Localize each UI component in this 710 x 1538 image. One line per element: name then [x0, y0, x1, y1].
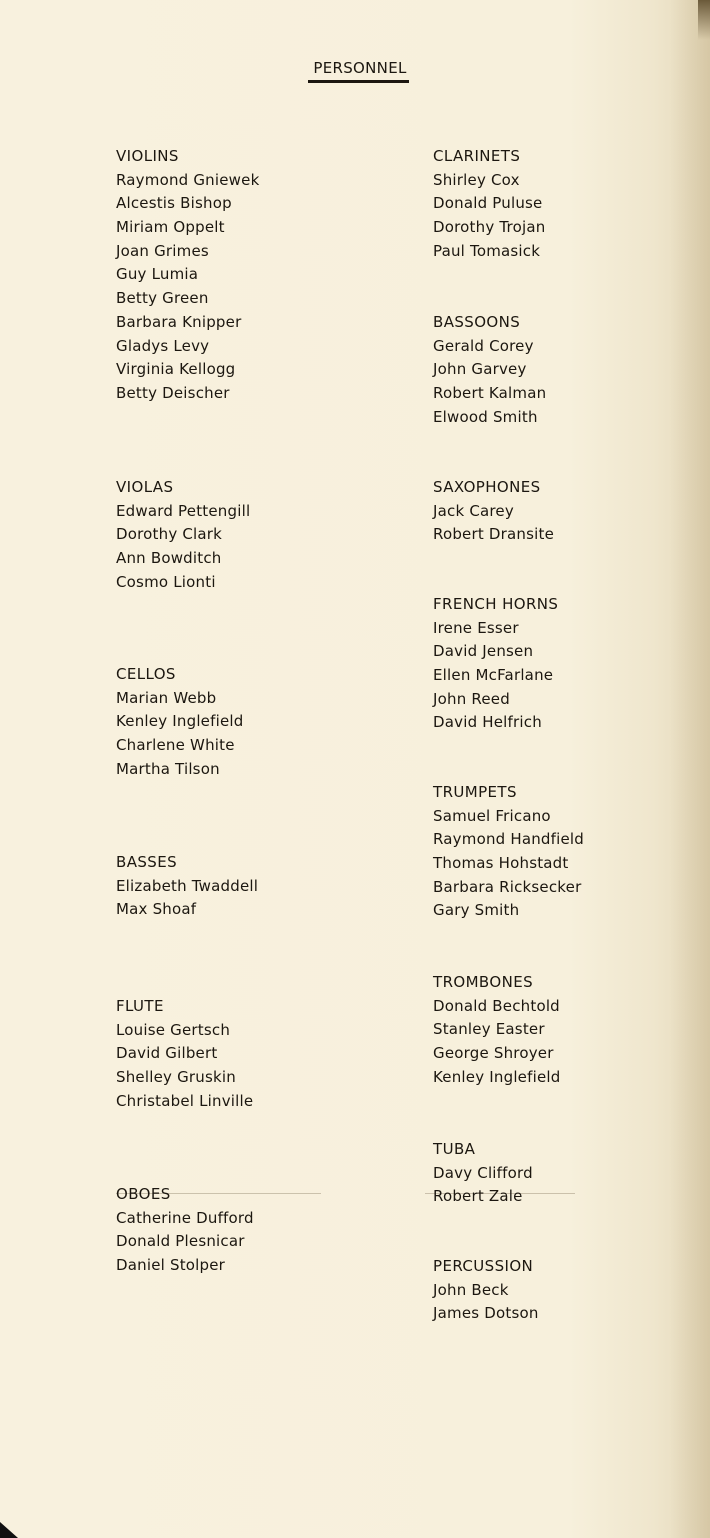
member-name: Stanley Easter: [433, 1020, 545, 1039]
member-name: Elwood Smith: [433, 407, 538, 426]
member-name: Joan Grimes: [116, 241, 209, 260]
member-name: Cosmo Lionti: [116, 572, 216, 591]
section-heading: CELLOS: [116, 665, 176, 683]
section-oboes: [116, 1183, 254, 1278]
section-heading: FRENCH HORNS: [433, 595, 559, 613]
section-heading: TROMBONES: [433, 973, 533, 991]
member-name: Shelley Gruskin: [116, 1068, 236, 1087]
section-violins: [116, 145, 259, 406]
member-name: Gladys Levy: [116, 336, 210, 355]
section-heading: CLARINETS: [433, 147, 521, 165]
member-name: Davy Clifford: [433, 1163, 533, 1182]
member-name: Elizabeth Twaddell: [116, 876, 259, 895]
member-name: Kenley Inglefield: [433, 1067, 561, 1086]
member-name: John Garvey: [433, 360, 527, 379]
member-name: George Shroyer: [433, 1044, 554, 1063]
section-heading: BASSOONS: [433, 313, 521, 331]
member-name: Jack Carey: [433, 501, 514, 520]
section-french-horns: [433, 593, 558, 735]
member-name: Christabel Linville: [116, 1091, 254, 1110]
section-heading: FLUTE: [116, 997, 164, 1015]
section-basses: [116, 851, 258, 922]
member-name: Martha Tilson: [116, 759, 220, 778]
section-trombones: [433, 971, 560, 1089]
member-name: David Jensen: [433, 642, 534, 661]
section-heading: VIOLINS: [116, 147, 179, 165]
member-name: Betty Green: [116, 289, 209, 308]
member-name: John Beck: [433, 1280, 509, 1299]
corner-mark-icon: [0, 1522, 18, 1538]
member-name: Dorothy Trojan: [433, 218, 546, 237]
member-name: Max Shoaf: [116, 900, 197, 919]
member-name: Samuel Fricano: [433, 806, 551, 825]
section-tuba: [433, 1138, 533, 1209]
section-heading: TRUMPETS: [433, 783, 517, 801]
section-violas: [116, 476, 250, 594]
member-name: Ann Bowditch: [116, 549, 222, 568]
section-trumpets: [433, 781, 584, 923]
section-heading: TUBA: [433, 1140, 476, 1158]
member-name: Kenley Inglefield: [116, 712, 244, 731]
member-name: Raymond Gniewek: [116, 170, 260, 189]
member-name: Miriam Oppelt: [116, 218, 225, 237]
member-name: Barbara Ricksecker: [433, 877, 582, 896]
member-name: Betty Deischer: [116, 383, 230, 402]
page-edge-shadow: [670, 0, 710, 1538]
page-title: PERSONNEL: [313, 59, 407, 77]
member-name: Robert Dransite: [433, 525, 555, 544]
page-corner-shadow: [698, 0, 710, 40]
member-name: John Reed: [433, 689, 510, 708]
member-name: Louise Gertsch: [116, 1020, 231, 1039]
member-name: Shirley Cox: [433, 170, 520, 189]
section-heading: OBOES: [116, 1185, 171, 1203]
section-heading: SAXOPHONES: [433, 478, 541, 496]
member-name: Virginia Kellogg: [116, 360, 236, 379]
member-name: Charlene White: [116, 736, 235, 755]
member-name: Dorothy Clark: [116, 525, 223, 544]
section-heading: PERCUSSION: [433, 1257, 534, 1275]
member-name: Donald Plesnicar: [116, 1232, 245, 1251]
section-saxophones: [433, 476, 554, 547]
section-heading: BASSES: [116, 853, 177, 871]
member-name: Marian Webb: [116, 688, 217, 707]
member-name: Irene Esser: [433, 618, 519, 637]
member-name: Robert Zale: [433, 1187, 523, 1206]
section-heading: VIOLAS: [116, 478, 174, 496]
section-cellos: [116, 663, 243, 781]
member-name: Paul Tomasick: [433, 241, 541, 260]
member-name: Ellen McFarlane: [433, 666, 554, 685]
member-name: James Dotson: [433, 1304, 539, 1323]
member-name: Thomas Hohstadt: [433, 854, 569, 873]
member-name: Alcestis Bishop: [116, 194, 232, 213]
section-clarinets: [433, 145, 545, 263]
member-name: Catherine Dufford: [116, 1208, 254, 1227]
member-name: Gerald Corey: [433, 336, 534, 355]
member-name: David Gilbert: [116, 1044, 218, 1063]
member-name: David Helfrich: [433, 713, 542, 732]
member-name: Raymond Handfield: [433, 830, 585, 849]
section-flute: [116, 995, 253, 1113]
member-name: Guy Lumia: [116, 265, 199, 284]
section-bassoons: [433, 311, 546, 429]
member-name: Edward Pettengill: [116, 501, 251, 520]
member-name: Donald Puluse: [433, 194, 543, 213]
member-name: Robert Kalman: [433, 384, 547, 403]
member-name: Donald Bechtold: [433, 996, 560, 1015]
section-percussion: [433, 1255, 539, 1326]
title-underline: [308, 80, 409, 83]
member-name: Gary Smith: [433, 901, 520, 920]
member-name: Barbara Knipper: [116, 312, 242, 331]
member-name: Daniel Stolper: [116, 1256, 226, 1275]
